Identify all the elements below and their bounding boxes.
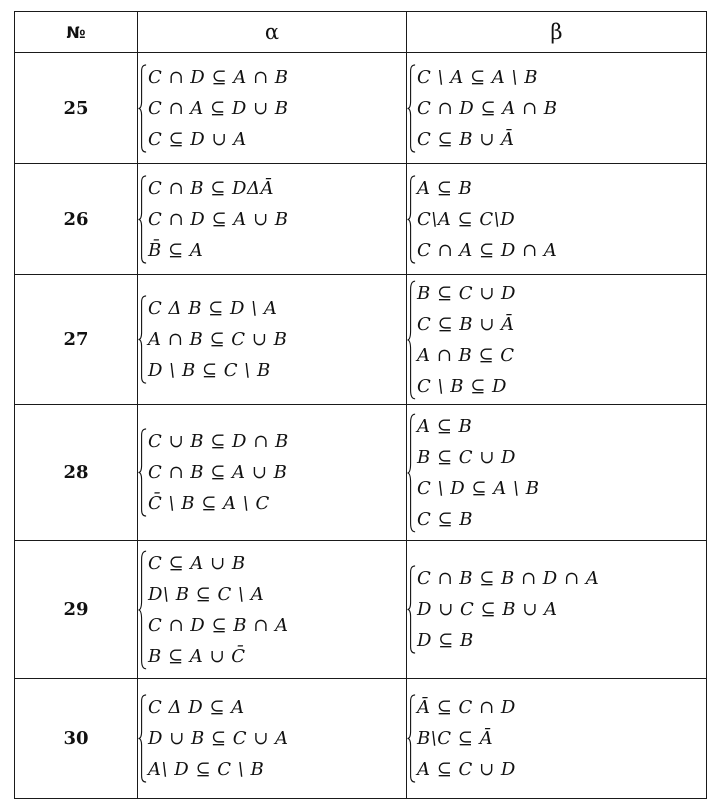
row-number: 27 bbox=[15, 275, 138, 405]
beta-system bbox=[407, 173, 557, 266]
alpha-cell bbox=[138, 275, 407, 405]
left-brace-icon bbox=[138, 175, 147, 264]
formula: C \ A ⊆ A \ B bbox=[417, 66, 539, 88]
formula: C ∩ D ⊆ B ∩ A bbox=[148, 614, 289, 636]
formula: D ∪ C ⊆ B ∪ A bbox=[417, 599, 558, 620]
formula: Ā ⊆ C ∩ D bbox=[417, 697, 516, 718]
formula: C ∩ D ⊆ A ∩ B bbox=[148, 66, 289, 88]
formula: C ⊆ A ∪ B bbox=[148, 552, 246, 574]
alpha-cell bbox=[138, 53, 407, 164]
formula: A ⊆ B bbox=[417, 177, 473, 199]
formula: C ⊆ B bbox=[417, 508, 474, 530]
row-number: 26 bbox=[15, 164, 138, 275]
alpha-cell bbox=[138, 405, 407, 541]
beta-cell bbox=[407, 275, 707, 405]
alpha-cell bbox=[138, 164, 407, 275]
formula: C ∩ B ⊆ B ∩ D ∩ A bbox=[417, 568, 600, 589]
header-beta: β bbox=[407, 12, 707, 53]
table-row bbox=[15, 679, 707, 799]
formula: B ⊆ C ∪ D bbox=[417, 282, 516, 304]
set-inclusion-table bbox=[14, 11, 707, 799]
left-brace-icon bbox=[407, 413, 416, 533]
left-brace-icon bbox=[138, 550, 147, 670]
left-brace-icon bbox=[138, 295, 147, 384]
left-brace-icon bbox=[407, 280, 416, 400]
alpha-cell bbox=[138, 541, 407, 679]
header-alpha: α bbox=[138, 12, 407, 53]
row-number: 29 bbox=[15, 541, 138, 679]
formula: C ⊆ B ∪ Ā bbox=[417, 313, 515, 335]
formula: C Δ D ⊆ A bbox=[148, 697, 245, 718]
formula: B ⊆ C ∪ D bbox=[417, 446, 516, 468]
formula: B ⊆ A ∪ C̄ bbox=[148, 645, 246, 667]
left-brace-icon bbox=[138, 428, 147, 517]
alpha-system bbox=[138, 173, 289, 266]
left-brace-icon bbox=[138, 694, 147, 783]
table-row bbox=[15, 53, 707, 164]
formula: C ∩ B ⊆ DΔĀ bbox=[148, 177, 274, 199]
formula: C ⊆ D ∪ A bbox=[148, 128, 247, 150]
alpha-system bbox=[138, 293, 287, 386]
alpha-cell bbox=[138, 679, 407, 799]
beta-cell bbox=[407, 53, 707, 164]
beta-system bbox=[407, 278, 516, 402]
beta-system bbox=[407, 411, 539, 535]
left-brace-icon bbox=[407, 565, 416, 654]
formula: C \ D ⊆ A \ B bbox=[417, 477, 540, 499]
row-number: 28 bbox=[15, 405, 138, 541]
table-row bbox=[15, 275, 707, 405]
formula: D\ B ⊆ C \ A bbox=[148, 583, 265, 605]
row-number: 30 bbox=[15, 679, 138, 799]
formula: A ∩ B ⊆ C ∪ B bbox=[148, 329, 288, 350]
formula: D \ B ⊆ C \ B bbox=[148, 360, 271, 381]
formula: C ∩ B ⊆ A ∪ B bbox=[148, 462, 288, 483]
beta-system bbox=[407, 692, 516, 785]
header-row bbox=[15, 12, 707, 53]
formula: C ∩ A ⊆ D ∩ A bbox=[417, 239, 558, 261]
alpha-system bbox=[138, 548, 289, 672]
table-row bbox=[15, 541, 707, 679]
formula: C ∪ B ⊆ D ∩ B bbox=[148, 431, 289, 452]
left-brace-icon bbox=[407, 64, 416, 153]
formula: D ∪ B ⊆ C ∪ A bbox=[148, 728, 289, 749]
left-brace-icon bbox=[407, 175, 416, 264]
formula: C Δ B ⊆ D \ A bbox=[148, 298, 278, 319]
formula: B\C ⊆ Ā bbox=[417, 728, 494, 749]
formula: A\ D ⊆ C \ B bbox=[148, 759, 265, 780]
alpha-system bbox=[138, 62, 289, 155]
formula: C ∩ D ⊆ A ∩ B bbox=[417, 97, 558, 119]
beta-system bbox=[407, 62, 558, 155]
beta-cell bbox=[407, 405, 707, 541]
formula: A ∩ B ⊆ C bbox=[417, 344, 515, 366]
alpha-system bbox=[138, 426, 289, 519]
left-brace-icon bbox=[407, 694, 416, 783]
left-brace-icon bbox=[138, 64, 147, 153]
formula: B̄ ⊆ A bbox=[148, 239, 204, 261]
formula: C ∩ A ⊆ D ∪ B bbox=[148, 97, 289, 119]
formula: A ⊆ C ∪ D bbox=[417, 759, 516, 780]
formula: D ⊆ B bbox=[417, 630, 474, 651]
formula: C\A ⊆ C\D bbox=[417, 208, 516, 230]
beta-cell bbox=[407, 541, 707, 679]
row-number: 25 bbox=[15, 53, 138, 164]
beta-cell bbox=[407, 679, 707, 799]
formula: C ⊆ B ∪ Ā bbox=[417, 128, 515, 150]
formula: C \ B ⊆ D bbox=[417, 375, 507, 397]
formula: C̄ \ B ⊆ A \ C bbox=[148, 493, 270, 514]
formula: C ∩ D ⊆ A ∪ B bbox=[148, 208, 289, 230]
beta-cell bbox=[407, 164, 707, 275]
header-num: № bbox=[15, 12, 138, 53]
alpha-system bbox=[138, 692, 289, 785]
formula: A ⊆ B bbox=[417, 415, 473, 437]
beta-system bbox=[407, 563, 599, 656]
table-row bbox=[15, 405, 707, 541]
table-row bbox=[15, 164, 707, 275]
